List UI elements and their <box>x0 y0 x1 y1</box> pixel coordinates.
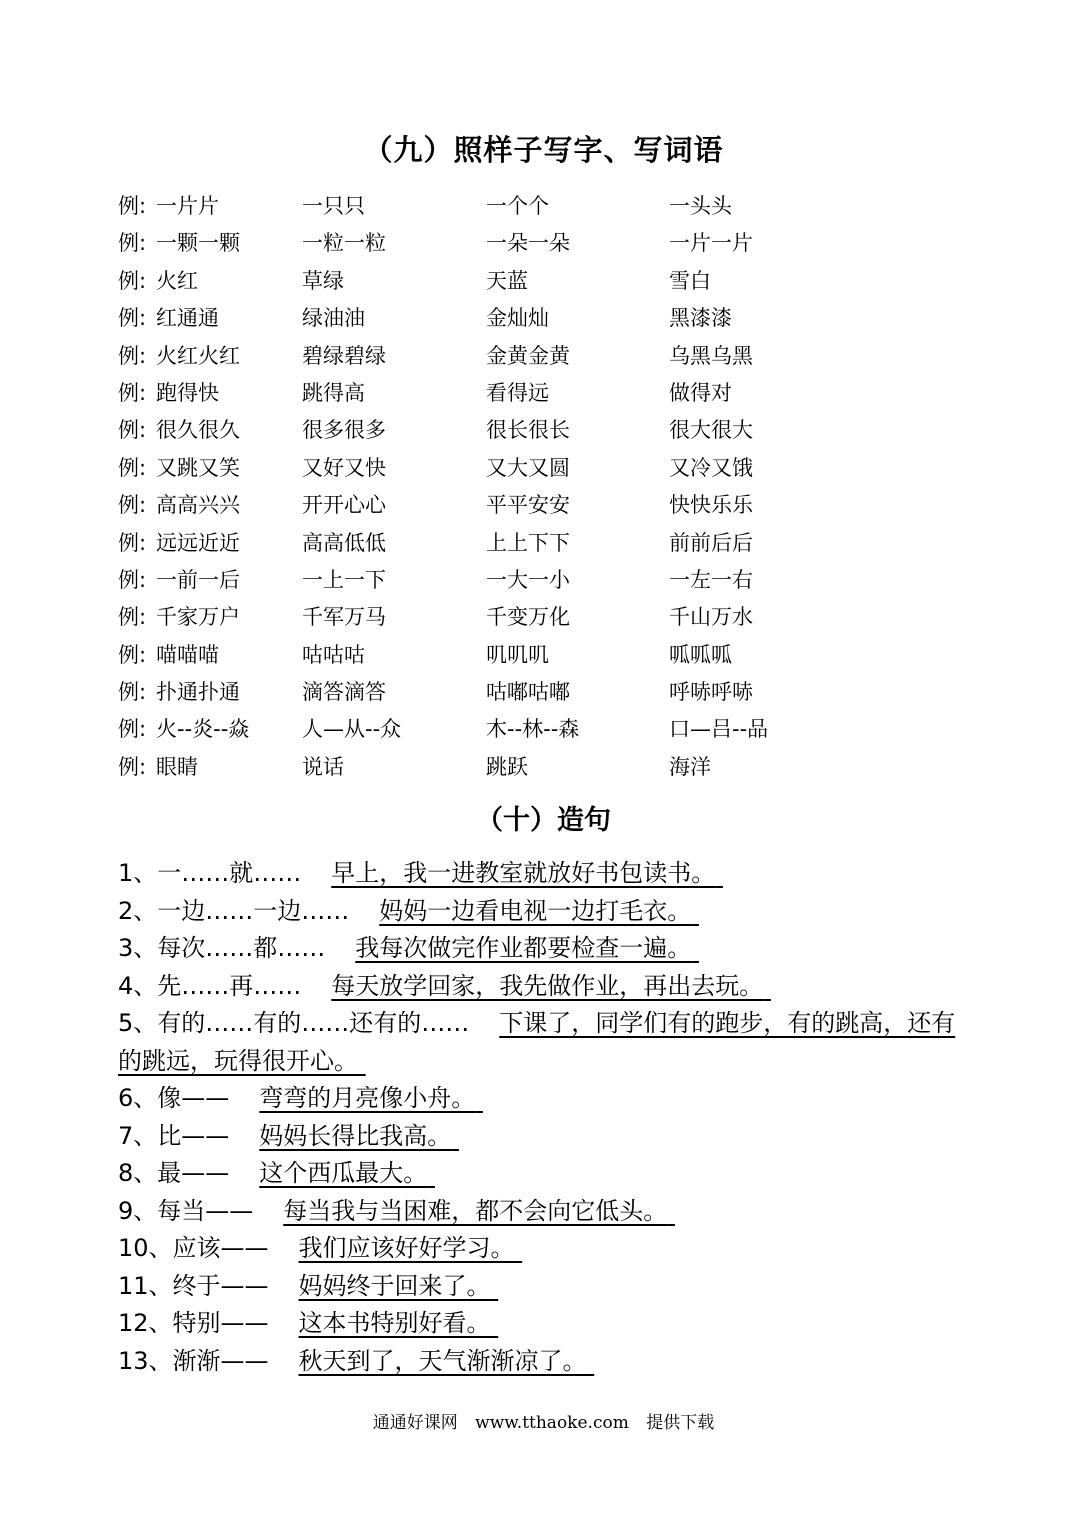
sentence-answer: 妈妈长得比我高。 <box>259 1121 452 1150</box>
example-label: 例: <box>118 455 147 480</box>
sentence-prompt: 5、有的……有的……还有的…… <box>118 1009 470 1037</box>
example-word: 千山万水 <box>669 605 753 630</box>
example-word: 天蓝 <box>486 268 528 293</box>
example-word: 一头头 <box>669 194 732 218</box>
example-label: 例: <box>118 343 147 368</box>
example-word: 看得远 <box>486 380 549 405</box>
example-label: 例: <box>118 231 147 256</box>
example-word: 又跳又笑 <box>156 455 240 480</box>
sentence-prompt: 11、终于—— <box>118 1271 269 1300</box>
example-word: 人—从--众 <box>302 717 402 742</box>
example-word: 呱呱呱 <box>669 642 732 667</box>
sentence-item <box>118 1155 978 1193</box>
example-word: 上上下下 <box>486 530 570 555</box>
example-word: 很多很多 <box>302 418 386 443</box>
sentence-answer: 我每次做完作业都要检查一遍。 <box>355 934 692 962</box>
example-word: 一颗一颗 <box>156 231 240 256</box>
sentence-prompt: 6、像—— <box>118 1084 230 1112</box>
example-label: 例: <box>118 717 147 742</box>
example-label: 例: <box>118 418 147 443</box>
sentence-answer: 下课了，同学们有的跑步，有的跳高，还有的跳远，玩得很开心。 <box>118 1009 956 1075</box>
example-row <box>118 412 818 449</box>
example-label: 例: <box>118 605 147 630</box>
example-word: 又好又快 <box>302 455 386 480</box>
example-word: 火红 <box>156 268 198 293</box>
example-row <box>118 225 818 262</box>
example-word: 远远近近 <box>156 530 240 555</box>
footer <box>0 1408 1087 1433</box>
sentence-prompt: 4、先……再…… <box>118 971 302 1000</box>
footer-note: 提供下载 <box>646 1413 715 1433</box>
sentence-answer: 每当我与当困难，都不会向它低头。 <box>283 1196 668 1225</box>
example-word: 千军万马 <box>302 605 386 630</box>
sentence-prompt: 8、最—— <box>118 1159 230 1187</box>
example-word: 绿油油 <box>302 306 365 331</box>
footer-site-name: 通通好课网 <box>372 1413 458 1433</box>
example-word: 雪白 <box>669 268 711 293</box>
example-label: 例: <box>118 680 147 705</box>
example-word: 一大一小 <box>486 567 570 592</box>
example-label: 例: <box>118 642 147 667</box>
example-word: 红通通 <box>156 306 219 331</box>
example-word: 一片片 <box>156 194 219 218</box>
example-word: 做得对 <box>669 380 732 405</box>
example-word: 口—吕--品 <box>669 717 769 742</box>
example-word: 火红火红 <box>156 343 240 368</box>
sentence-answer: 我们应该好好学习。 <box>298 1234 515 1262</box>
sentence-prompt: 1、一……就…… <box>118 859 302 887</box>
example-label: 例: <box>118 380 147 405</box>
example-word: 一粒一粒 <box>302 231 386 256</box>
sentence-item <box>118 893 978 931</box>
example-word: 叽叽叽 <box>486 642 549 667</box>
example-row <box>118 637 818 674</box>
footer-url: www.tthaoke.com <box>475 1413 629 1433</box>
example-word: 一前一后 <box>156 567 240 592</box>
sentence-prompt: 2、一边……一边…… <box>118 896 350 925</box>
example-row <box>118 375 818 412</box>
sentence-answer: 弯弯的月亮像小舟。 <box>259 1084 476 1112</box>
sentence-prompt: 7、比—— <box>118 1121 230 1150</box>
sentence-answer: 秋天到了，天气渐渐凉了。 <box>298 1346 587 1375</box>
sentence-item <box>118 1268 978 1306</box>
sentence-answer: 每天放学回家，我先做作业，再出去玩。 <box>331 971 764 1000</box>
example-word: 开开心心 <box>302 493 386 518</box>
example-word: 海洋 <box>669 754 711 779</box>
example-word: 咕咕咕 <box>302 642 365 667</box>
example-row <box>118 300 818 337</box>
example-row <box>118 450 818 487</box>
example-word: 很长很长 <box>486 418 570 443</box>
example-word: 高高低低 <box>302 530 386 555</box>
example-word: 木--林--森 <box>486 717 580 742</box>
example-label: 例: <box>118 567 147 592</box>
example-word: 金黄金黄 <box>486 343 570 368</box>
sentence-prompt: 3、每次……都…… <box>118 934 326 962</box>
word-example-list <box>118 188 818 786</box>
example-word: 一上一下 <box>302 567 386 592</box>
sentence-answer: 早上，我一进教室就放好书包读书。 <box>331 859 716 887</box>
example-label: 例: <box>118 268 147 293</box>
example-word: 碧绿碧绿 <box>302 343 386 368</box>
sentence-list <box>118 855 978 1380</box>
section-10-title: （十）造句 <box>476 805 611 836</box>
sentence-item <box>118 1343 978 1381</box>
sentence-prompt: 9、每当—— <box>118 1196 254 1225</box>
sentence-answer: 这本书特别好看。 <box>298 1309 491 1337</box>
sentence-item <box>118 930 978 968</box>
example-row <box>118 263 818 300</box>
sentence-item <box>118 1193 978 1231</box>
sentence-item <box>118 1305 978 1343</box>
sentence-prompt: 10、应该—— <box>118 1234 269 1262</box>
example-word: 黑漆漆 <box>669 306 732 331</box>
example-word: 又大又圆 <box>486 455 570 480</box>
example-row <box>118 487 818 524</box>
example-word: 一只只 <box>302 194 365 218</box>
example-word: 跑得快 <box>156 380 219 405</box>
example-word: 说话 <box>302 754 344 779</box>
example-word: 呼哧呼哧 <box>669 680 753 705</box>
example-row <box>118 188 818 225</box>
example-row <box>118 749 818 786</box>
sentence-item <box>118 1080 978 1118</box>
sentence-item <box>118 968 978 1006</box>
example-word: 很大很大 <box>669 418 753 443</box>
example-label: 例: <box>118 306 147 331</box>
example-word: 跳跃 <box>486 754 528 779</box>
example-word: 眼睛 <box>156 754 198 779</box>
section-9-title: （九）照样子写字、写词语 <box>363 133 724 167</box>
sentence-prompt: 13、渐渐—— <box>118 1346 269 1375</box>
example-word: 咕嘟咕嘟 <box>486 680 570 705</box>
example-word: 平平安安 <box>486 493 570 518</box>
example-word: 乌黑乌黑 <box>669 343 753 368</box>
example-word: 又冷又饿 <box>669 455 753 480</box>
example-row <box>118 562 818 599</box>
sentence-item <box>118 1005 978 1080</box>
example-label: 例: <box>118 530 147 555</box>
example-word: 千变万化 <box>486 605 570 630</box>
example-label: 例: <box>118 194 147 218</box>
example-word: 一个个 <box>486 194 549 218</box>
sentence-answer: 这个西瓜最大。 <box>259 1159 428 1187</box>
sentence-answer: 妈妈一边看电视一边打毛衣。 <box>379 896 692 925</box>
sentence-answer: 妈妈终于回来了。 <box>298 1271 491 1300</box>
example-row <box>118 711 818 748</box>
example-word: 一朵一朵 <box>486 231 570 256</box>
sentence-item <box>118 855 978 893</box>
example-row <box>118 525 818 562</box>
example-word: 火--炎--焱 <box>156 717 250 742</box>
example-word: 扑通扑通 <box>156 680 240 705</box>
example-word: 金灿灿 <box>486 306 549 331</box>
sentence-prompt: 12、特别—— <box>118 1309 269 1337</box>
example-word: 喵喵喵 <box>156 642 219 667</box>
example-word: 高高兴兴 <box>156 493 240 518</box>
example-row <box>118 599 818 636</box>
example-word: 快快乐乐 <box>669 493 753 518</box>
example-word: 一左一右 <box>669 567 753 592</box>
example-word: 前前后后 <box>669 530 753 555</box>
sentence-item <box>118 1230 978 1268</box>
example-word: 跳得高 <box>302 380 365 405</box>
example-label: 例: <box>118 754 147 779</box>
example-word: 滴答滴答 <box>302 680 386 705</box>
example-label: 例: <box>118 493 147 518</box>
example-word: 草绿 <box>302 268 344 293</box>
sentence-item <box>118 1118 978 1156</box>
example-word: 千家万户 <box>156 605 240 630</box>
example-word: 一片一片 <box>669 231 753 256</box>
example-row <box>118 338 818 375</box>
example-row <box>118 674 818 711</box>
example-word: 很久很久 <box>156 418 240 443</box>
